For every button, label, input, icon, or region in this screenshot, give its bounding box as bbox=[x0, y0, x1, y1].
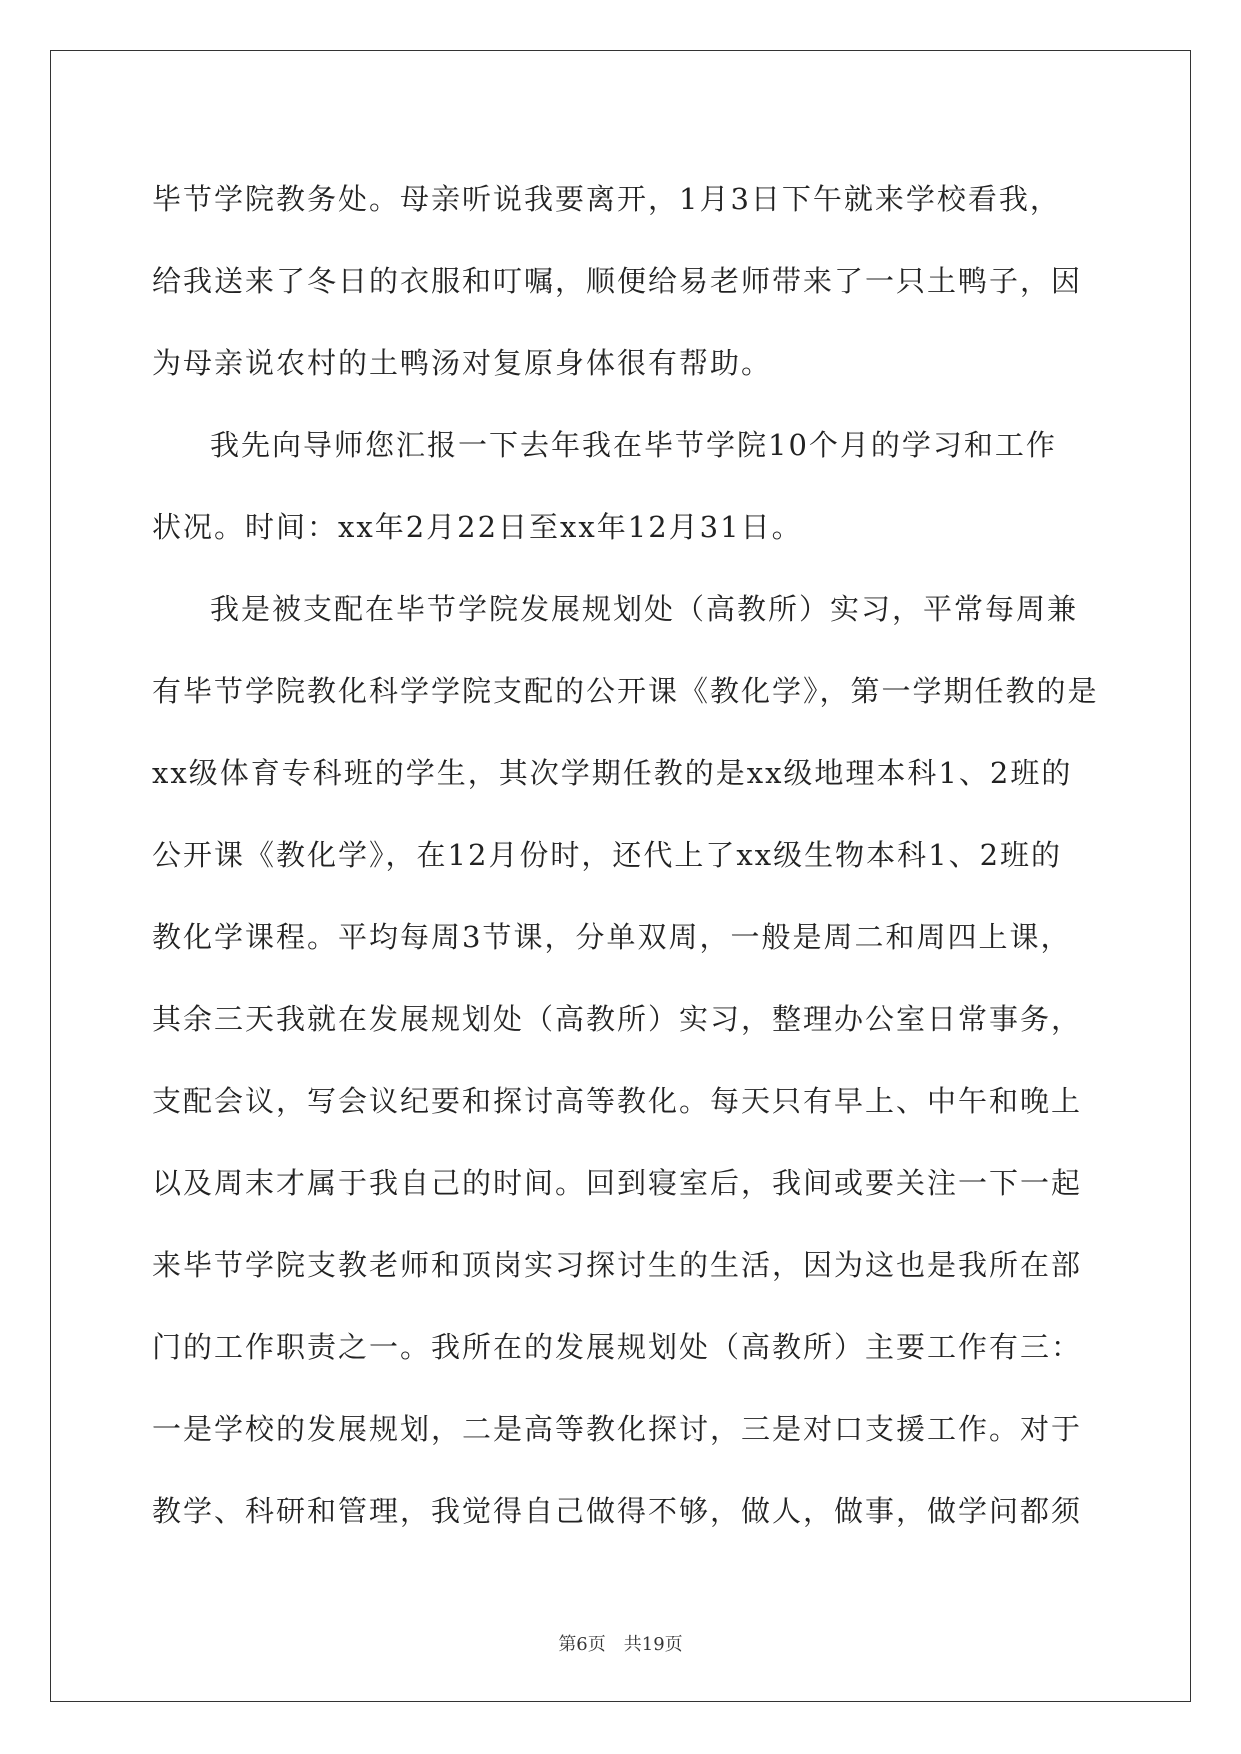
text-line-14: 来毕节学院支教老师和顶岗实习探讨生的生活，因为这也是我所在部 bbox=[152, 1248, 1083, 1282]
text-line-16: 一是学校的发展规划，二是高等教化探讨，三是对口支援工作。对于 bbox=[152, 1412, 1083, 1446]
text-line-11: 其余三天我就在发展规划处（高教所）实习，整理办公室日常事务， bbox=[152, 1002, 1083, 1036]
page-number-footer: 第6页 共19页 bbox=[558, 1634, 683, 1655]
text-line-10: 教化学课程。平均每周3节课，分单双周，一般是周二和周四上课， bbox=[152, 920, 1072, 954]
document-body bbox=[152, 158, 1099, 1552]
text-line-8: xx级体育专科班的学生，其次学期任教的是xx级地理本科1、2班的 bbox=[152, 756, 1073, 790]
text-line-13: 以及周末才属于我自己的时间。回到寝室后，我间或要关注一下一起 bbox=[152, 1166, 1083, 1200]
text-line-5: 状况。时间：xx年2月22日至xx年12月31日。 bbox=[152, 510, 803, 544]
text-line-17: 教学、科研和管理，我觉得自己做得不够，做人，做事，做学问都须 bbox=[152, 1494, 1083, 1528]
text-line-2: 给我送来了冬日的衣服和叮嘱，顺便给易老师带来了一只土鸭子，因 bbox=[152, 264, 1083, 298]
text-line-7: 有毕节学院教化科学学院支配的公开课《教化学》，第一学期任教的是 bbox=[152, 674, 1099, 708]
text-line-6: 我是被支配在毕节学院发展规划处（高教所）实习，平常每周兼 bbox=[210, 592, 1079, 626]
text-line-9: 公开课《教化学》，在12月份时，还代上了xx级生物本科1、2班的 bbox=[152, 838, 1063, 872]
text-line-12: 支配会议，写会议纪要和探讨高等教化。每天只有早上、中午和晚上 bbox=[152, 1084, 1083, 1118]
text-line-15: 门的工作职责之一。我所在的发展规划处（高教所）主要工作有三： bbox=[152, 1330, 1083, 1364]
text-line-4: 我先向导师您汇报一下去年我在毕节学院10个月的学习和工作 bbox=[210, 428, 1057, 462]
text-line-3: 为母亲说农村的土鸭汤对复原身体很有帮助。 bbox=[152, 346, 773, 380]
text-line-1: 毕节学院教务处。母亲听说我要离开，1月3日下午就来学校看我， bbox=[152, 182, 1061, 216]
